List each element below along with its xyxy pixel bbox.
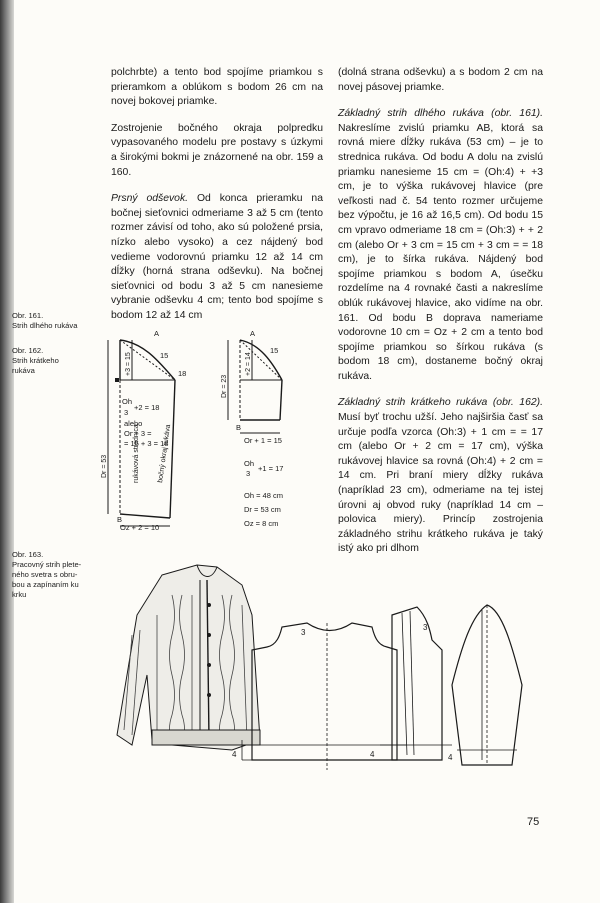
dimension-label: 4	[448, 753, 453, 762]
caption-text: krku	[12, 590, 27, 599]
book-gutter-shadow	[0, 0, 14, 903]
line-label: rukávová strednica	[133, 424, 140, 483]
dimension-label: Oz + 2 = 10	[120, 523, 160, 532]
formula-text: alebo	[124, 419, 143, 428]
front-pattern-piece	[380, 607, 452, 760]
caption-number: Obr. 163.	[12, 550, 44, 559]
caption-text: Strih krátkeho	[12, 356, 59, 365]
point-label: A	[154, 329, 160, 338]
paragraph: Zostrojenie bočného okraja polpredku vypasovaného modelu pre postavy s úzkymi a širokými bokmi je znázornené na obr. 159 a 160.	[111, 122, 323, 178]
formula-text: Oh	[122, 397, 133, 406]
formula-text: 3	[124, 408, 129, 417]
paragraph	[111, 192, 323, 323]
point-label: B	[117, 515, 123, 524]
caption-text: bou a zapínaním ku	[12, 580, 79, 589]
sleeve-pattern-diagrams	[100, 318, 330, 533]
formula-text: Oh	[244, 459, 255, 468]
section-heading: Základný strih krátkeho rukáva (obr. 162).	[338, 397, 543, 409]
dimension-label: 18	[178, 369, 187, 378]
formula-text: 3	[246, 469, 251, 478]
formula-text: +1 = 17	[258, 464, 284, 473]
sweater-pattern-figure	[112, 555, 544, 795]
formula-text: +2 = 14	[245, 352, 252, 376]
paragraph	[338, 107, 543, 384]
caption-number: Obr. 161.	[12, 311, 44, 320]
paragraph	[338, 396, 543, 557]
dimension-label: 4	[370, 750, 375, 759]
line-label: bočný okraj rukáva	[157, 424, 173, 484]
section-heading: Základný strih dlhého rukáva (obr. 161).	[338, 108, 543, 120]
caption-text: rukáva	[12, 366, 35, 375]
paragraph: polchrbte) a tento bod spojíme priamkou s prieramkom a oblúkom s bodom 26 cm na novej bokovej priamke.	[111, 67, 323, 108]
measure-oz: Oz = 8 cm	[244, 519, 279, 528]
paragraph-text: Nakreslíme zvislú priamku AB, ktorá sa rovná miere dĺžky rukáva (53 cm) – je to strednica rukáva. Od bodu A dolu na zvislú priamku nanesieme 15 cm = (Oh:4) + +3 cm, je to výška rukávovej hlavice (pre veľkosti nad č. 54 tento rozmer určujeme bez výpočtu, je 16 až 16,5 cm). Od bodu 15 cm vpravo odmeriame 18 cm = (Oh:3) + + 2 cm (alebo Or + 3 cm = 15 cm + 3 cm = = 18 cm), je to šírka rukáva. Nájdený bod spojíme priamkou s bodom A, úsečku rozdelíme na 4 rovnaké časti a nakreslíme oblúk rukávovej hlavice, ako vidíme na obr. 161. Od bodu B doprava nameriame vodorovne 10 cm = Oz + 2 cm a tento bod spojíme priamkou so šírkou rukáva (s bodom 18 cm), dostaneme bočný okraj rukáva.	[338, 122, 543, 382]
measure-dr: Dr = 53 cm	[244, 505, 281, 514]
point-label: A	[250, 329, 256, 338]
back-pattern-piece	[242, 623, 407, 770]
page-number: 75	[527, 816, 540, 828]
dimension-label: 15	[160, 351, 169, 360]
formula-text: +2 = 18	[134, 403, 160, 412]
formula-text: Or + 3 =	[124, 429, 152, 438]
formula-text: +3 = 15	[125, 352, 132, 376]
dimension-label: 15	[270, 346, 279, 355]
paragraph-text: Od konca prieramku na bočnej sieťovnici odmeriame 3 až 5 cm (tento rozmer závisí od toho, ako sú položené prsia, nízko alebo vysoko) a cez nájdený bod vedieme vodorovnú priamku 12 až 14 cm dĺžky (horná strana odševku). Na bočnej sieťovnici od bodu 3 až 5 cm nanesieme vybranie odševku 4 cm; tento bod spojíme s bodom 12 až 14 cm	[111, 193, 323, 321]
section-heading: Prsný odševok.	[111, 193, 189, 205]
caption-fig-161	[12, 311, 77, 331]
dimension-label: 3	[301, 628, 306, 637]
formula-text: = 15 + 3 = 18	[124, 439, 169, 448]
text-column-left	[111, 66, 323, 336]
caption-text: Pracovný strih plete-	[12, 560, 82, 569]
text-column-right	[338, 66, 543, 569]
dimension-label: Dr = 53	[101, 454, 108, 478]
sweater-illustration	[117, 565, 260, 750]
measure-oh: Oh = 48 cm	[244, 491, 283, 500]
paragraph-text: Musí byť trochu užší. Jeho najširšia časť sa určuje podľa vzorca (Oh:3) + 1 cm = = 17 cm (alebo Or + 2 cm = 17 cm), výška rukávovej hlavice sa rovná (Oh:4) + 2 cm = 14 cm. Pri braní miery dĺžky rukáva (napríklad 23 cm), odmeriame na tej istej úrovni aj obvod ruky (napríklad 14 cm – polovica miery). Princíp zostrojenia základného strihu krátkeho rukáva je taký istý ako pri dlhom	[338, 412, 543, 555]
dimension-label: 3	[423, 623, 428, 632]
dimension-label: 4	[232, 750, 237, 759]
caption-text: ného svetra s obru-	[12, 570, 78, 579]
caption-number: Obr. 162.	[12, 346, 44, 355]
formula-text: Or + 1 = 15	[244, 436, 282, 445]
point-label: B	[236, 423, 242, 432]
caption-text: Strih dlhého rukáva	[12, 321, 78, 330]
paragraph: (dolná strana odševku) a s bodom 2 cm na novej pásovej priamke.	[338, 67, 543, 93]
caption-fig-162	[12, 346, 59, 376]
sleeve-pattern-piece	[452, 605, 522, 765]
caption-fig-163	[12, 550, 81, 600]
dimension-label: Dr = 23	[221, 374, 228, 398]
